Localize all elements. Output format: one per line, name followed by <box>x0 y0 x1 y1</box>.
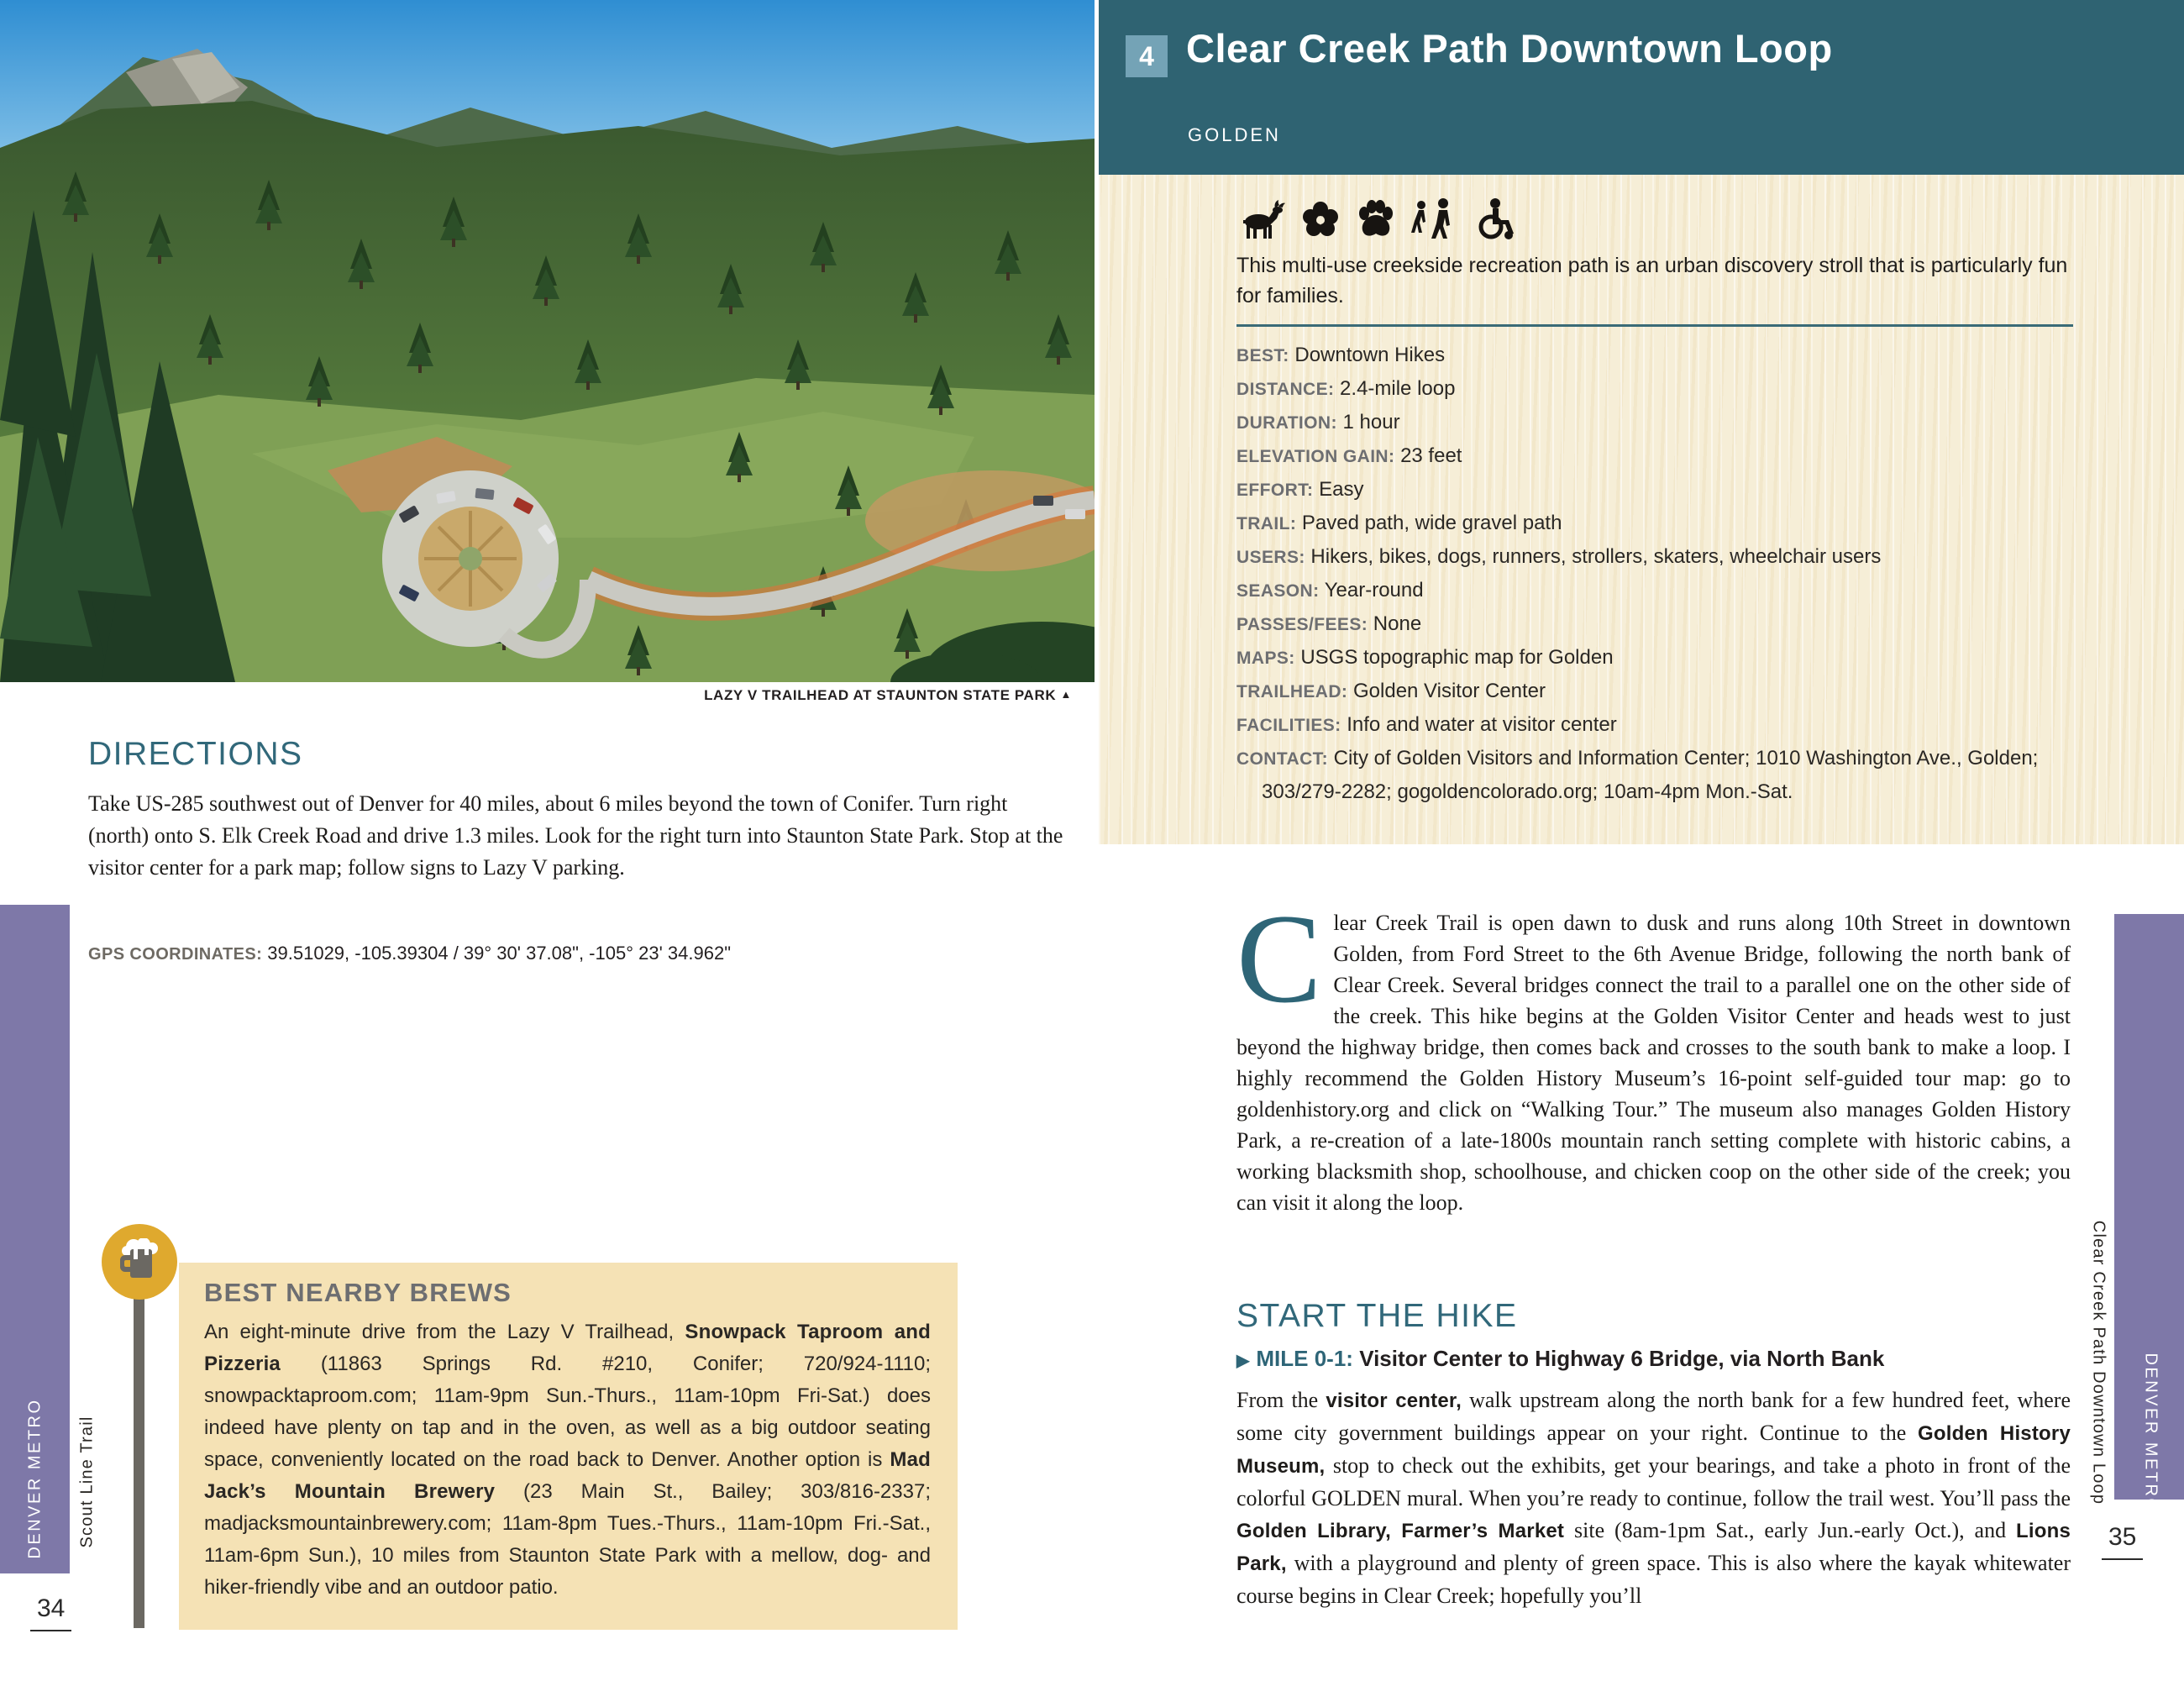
stat-distance: DISTANCE: 2.4-mile loop <box>1236 377 1456 400</box>
bold-visitor-center: visitor center, <box>1326 1389 1462 1412</box>
mile-heading <box>1236 1346 2076 1372</box>
gps-label: GPS COORDINATES: <box>88 945 263 964</box>
stat-season: SEASON: Year-round <box>1236 579 1424 601</box>
photo-caption-text: LAZY V TRAILHEAD AT STAUNTON STATE PARK <box>704 687 1057 703</box>
intro-divider <box>1236 324 2073 327</box>
stat-duration: DURATION: 1 hour <box>1236 411 1400 433</box>
brews-accent-bar <box>134 1260 144 1628</box>
stat-trail: TRAIL: Paved path, wide gravel path <box>1236 512 1562 534</box>
start-hike-heading: START THE HIKE <box>1236 1298 1518 1334</box>
bold-history-museum: Golden History Museum, <box>1236 1422 2071 1478</box>
hikers-icon <box>1411 198 1458 240</box>
photo-caption <box>0 687 1072 704</box>
hike-number-badge: 4 <box>1126 35 1168 77</box>
hike-stats-panel <box>1099 175 2184 844</box>
brews-paragraph: An eight-minute drive from the Lazy V Trailhead, Snowpack Taproom and Pizzeria (11863 Springs Rd. #210, Conifer; 720/924-1110; snowpacktaproom.com; 11am-9pm Sun.-Thurs., 11am-10pm Fri-Sat.) does indeed have plenty on tap and in the oven, as well as a big outdoor seating space, conveniently located on the road back to Denver. Another option is Mad Jack’s Mountain Brewery (23 Main St., Bailey; 303/816-2337; madjacksmountainbrewery.com; 11am-8pm Tues.-Thurs., 11am-10pm Fri.-Sat., 11am-6pm Sun.), 10 miles from Staunton State Park with a mellow, dog- and hiker-friendly vibe and an outdoor patio. <box>204 1321 931 1599</box>
brews-heading: BEST NEARBY BREWS <box>204 1278 512 1307</box>
trail-label-left: Scout Line Trail <box>77 1416 97 1548</box>
gps-coordinates <box>88 943 731 964</box>
caption-arrow-icon: ▲ <box>1060 688 1072 701</box>
mile-arrow-icon: ▶ <box>1236 1352 1250 1370</box>
page-number-left: 34 <box>30 1594 71 1631</box>
bold-library-market: Golden Library, Farmer’s Market <box>1236 1520 1565 1542</box>
stat-users: USERS: Hikers, bikes, dogs, runners, strollers, skaters, wheelchair users <box>1236 545 1882 568</box>
trailhead-photo <box>0 0 1095 682</box>
hike-description: Clear Creek Trail is open dawn to dusk and runs along 10th Street in downtown Golden, from Ford Street to the 6th Avenue Bridge, following the north bank of Clear Creek. Several bridges connect the trail to a parallel one on the other side of the creek. This hike begins at the Golden Visitor Center and heads west to just beyond the highway bridge, then comes back and crosses to the south bank to make a loop. I highly recommend the Golden History Museum’s 16-point self-guided tour map: go to goldenhistory.org and click on “Walking Tour.” The museum also manages Golden History Park, a re-creation of a late-1800s mountain ranch setting complete with historic cabins, a working blacksmith shop, schoolhouse, and chicken coop on the other side of the creek; you can visit it along the loop. <box>1236 888 2071 1215</box>
directions-heading: DIRECTIONS <box>88 736 303 772</box>
gps-value: 39.51029, -105.39304 / 39° 30' 37.08", -105° 23' 34.962" <box>267 943 731 964</box>
stat-best: BEST: Downtown Hikes <box>1236 344 1446 366</box>
beer-mug-icon <box>102 1224 177 1300</box>
trail-label-right: Clear Creek Path Downtown Loop <box>2089 1220 2108 1505</box>
region-label-left: DENVER METRO <box>25 1398 45 1559</box>
brews-bold-madjacks: Mad Jack’s Mountain Brewery <box>204 1448 931 1503</box>
hike-location: GOLDEN <box>1188 124 1281 145</box>
bold-lions-park: Lions Park, <box>1236 1520 2071 1575</box>
page-number-right: 35 <box>2102 1523 2143 1560</box>
paw-icon <box>1356 200 1396 240</box>
drop-cap: C <box>1236 888 1322 1029</box>
mile-range: MILE 0-1: <box>1256 1346 1353 1371</box>
region-label-right: DENVER METRO <box>2141 1353 2160 1514</box>
stat-elevation: ELEVATION GAIN: 23 feet <box>1236 444 1462 467</box>
stat-maps: MAPS: USGS topographic map for Golden <box>1236 646 1614 669</box>
flower-icon <box>1300 200 1341 240</box>
mile-title: Visitor Center to Highway 6 Bridge, via North Bank <box>1359 1346 1885 1371</box>
stat-effort: EFFORT: Easy <box>1236 478 1364 501</box>
stat-passes: PASSES/FEES: None <box>1236 612 1422 635</box>
brews-callout <box>179 1263 958 1630</box>
stat-facilities: FACILITIES: Info and water at visitor center <box>1236 713 1617 736</box>
wheelchair-icon <box>1473 198 1515 240</box>
hike-header <box>1099 0 2184 175</box>
deer-icon <box>1236 200 1285 240</box>
stat-trailhead: TRAILHEAD: Golden Visitor Center <box>1236 680 1546 702</box>
hike-intro: This multi-use creekside recreation path is an urban discovery stroll that is particularly fun for families. <box>1236 254 2068 307</box>
hike-walkthrough: From the visitor center, walk upstream along the north bank for a few hundred feet, where some city government buildings appear on your right. Continue to the Golden History Museum, stop to check out the exhibits, get your bearings, and take a photo in front of the colorful GOLDEN mural. When you’re ready to continue, follow the trail west. You’ll pass the Golden Library, Farmer’s Market site (8am-1pm Sat., early Jun.-early Oct.), and Lions Park, with a playground and plenty of green space. This is also where the kayak whitewater course begins in Clear Creek; hopefully you’ll <box>1236 1388 2071 1608</box>
stats-list <box>1236 339 2073 808</box>
hike-title: Clear Creek Path Downtown Loop <box>1186 26 1833 71</box>
stat-contact: CONTACT: City of Golden Visitors and Information Center; 1010 Washington Ave., Golden; 303/279-2282; gogoldencolorado.org; 10am-4pm Mon.-Sat. <box>1236 747 2039 803</box>
brews-bold-snowpack: Snowpack Taproom and Pizzeria <box>204 1321 931 1375</box>
directions-paragraph: Take US-285 southwest out of Denver for 40 miles, about 6 miles beyond the town of Conifer. Turn right (north) onto S. Elk Creek Road and drive 1.3 miles. Look for the right turn into Staunton State Park. Stop at the visitor center for a park map; follow signs to Lazy V parking. <box>88 791 1063 880</box>
feature-icon-row <box>1236 197 2073 240</box>
